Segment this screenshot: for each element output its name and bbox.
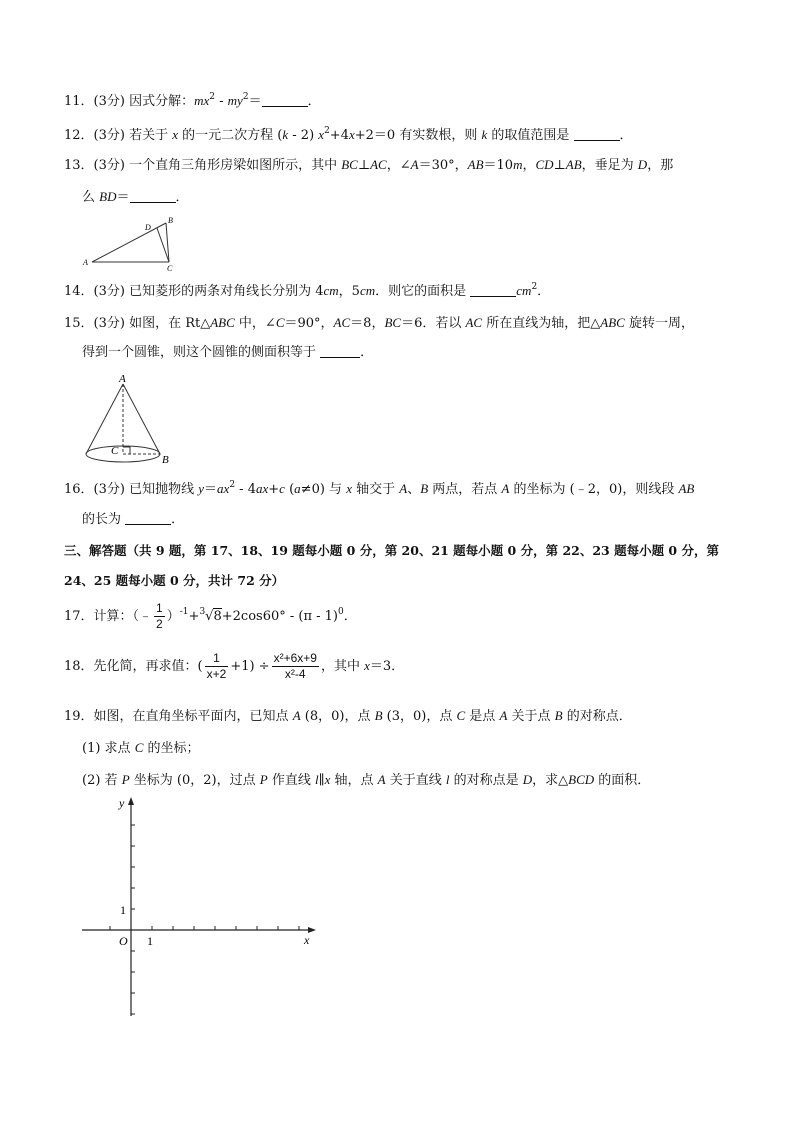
fraction-1-over-x-plus-2: $\frac{1}{x+2}$	[206, 651, 227, 681]
question-15-line1: 15．(3分) 如图，在 Rt△ABC 中，∠C＝90°，AC＝8，BC＝6．若以 AC 所在直线为轴，把△ABC 旋转一周，	[64, 315, 694, 331]
question-19-line1: 19．如图，在直角坐标平面内，已知点 A (8，0)，点 B (3，0)，点 C 是点 A 关于点 B 的对称点．	[64, 708, 632, 724]
label-B: B	[168, 216, 173, 225]
right-triangle-figure	[80, 212, 190, 272]
answer-blank[interactable]	[574, 127, 620, 141]
section-3-header-line1: 三、解答题（共 9 题，第 17、18、19 题每小题 0 分，第 20、21 题每小题 0 分，第 22、23 题每小题 0 分，第	[64, 543, 719, 558]
answer-blank[interactable]	[130, 189, 176, 203]
answer-blank[interactable]	[470, 283, 516, 297]
coordinate-plane	[76, 794, 326, 1024]
label-C: C	[111, 445, 119, 457]
question-18: 18．先化简，再求值：( $\frac{1}{x+2}$ +1) ÷ $\frac{\text{x²+6x+9}}{\text{x²-4}}$ ，其中 x＝3．	[64, 651, 405, 681]
question-12: 12．(3分) 若关于 x 的一元二次方程 (k - 2) $x^2+4x+2=0$ 有实数根，则 k 的取值范围是 ．	[64, 126, 633, 143]
label-D: D	[145, 223, 151, 232]
question-16-line1: 16．(3分) 已知抛物线 $y=ax^2 - 4ax+c$ (a≠0) 与 x 轴交于 A、B 两点，若点 A 的坐标为 (﹣2，0)，则线段 AB	[64, 480, 695, 497]
fraction-quadratic: $\frac{\text{x²+6x+9}}{\text{x²-4}}$	[273, 651, 317, 681]
question-16-line2: 的长为 ．	[82, 512, 185, 527]
answer-blank[interactable]	[125, 511, 171, 525]
fraction-one-half: $\frac{1}{2}$	[156, 601, 163, 631]
question-17: 17．计算：（﹣ $\frac{1}{2}$ ）$^{-1}$+$^3$√8+2cos60° - (π - 1)$^0$．	[64, 601, 357, 631]
y-axis-label: y	[119, 796, 125, 810]
origin-label: O	[119, 934, 128, 948]
answer-blank[interactable]	[320, 344, 360, 358]
question-11: 11．(3分) 因式分解：$mx^2 - my^2=$ ．	[64, 92, 321, 109]
question-13-line2: 么 BD＝ ．	[82, 189, 189, 205]
cone-figure	[82, 368, 182, 466]
section-3-header-line2: 24、25 题每小题 0 分，共计 72 分）	[64, 573, 285, 588]
question-19-part2: (2) 若 P 坐标为 (0，2)，过点 P 作直线 l∥x 轴，点 A 关于直线 l 的对称点是 D，求△BCD 的面积．	[82, 772, 651, 788]
x-axis-label: x	[304, 933, 310, 947]
question-14: 14．(3分) 已知菱形的两条对角线长分别为 4cm，5cm．则它的面积是 $cm^2$．	[64, 282, 551, 299]
answer-blank[interactable]	[262, 93, 308, 107]
label-A: A	[83, 258, 88, 267]
label-B: B	[162, 454, 169, 466]
question-19-part1: (1) 求点 C 的坐标；	[82, 740, 200, 756]
y-tick-1-label: 1	[120, 903, 126, 917]
question-15-line2: 得到一个圆锥，则这个圆锥的侧面积等于 ．	[82, 345, 374, 360]
x-tick-1-label: 1	[147, 934, 153, 948]
cube-root-sign: √	[205, 609, 214, 624]
label-A: A	[119, 373, 126, 385]
question-13-line1: 13．(3分) 一个直角三角形房梁如图所示，其中 BC⊥AC，∠A＝30°，AB＝10m，CD⊥AB，垂足为 D，那	[64, 157, 674, 173]
label-C: C	[167, 264, 173, 272]
